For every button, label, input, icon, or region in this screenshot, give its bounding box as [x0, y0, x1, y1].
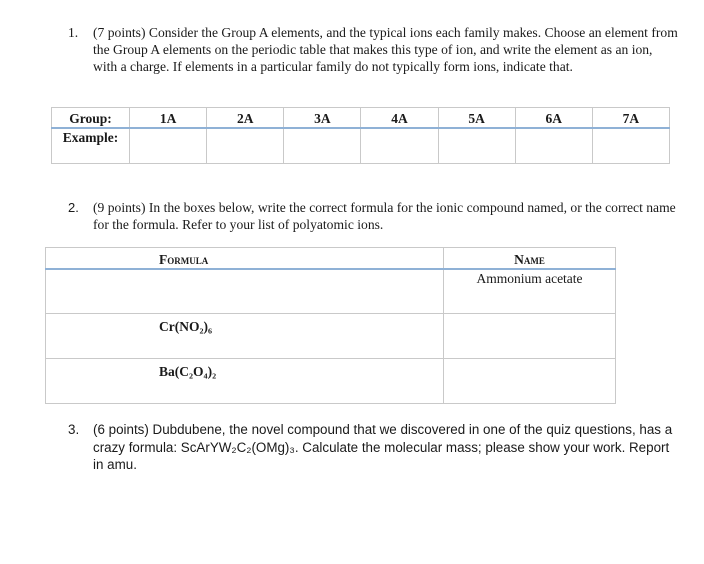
table-row: [46, 269, 616, 314]
example-6a-cell[interactable]: [515, 128, 592, 164]
question-1-number: 1.: [68, 25, 79, 40]
group-row-label: Group:: [52, 108, 130, 129]
question-2: [68, 199, 678, 233]
group-header-row: [52, 108, 670, 129]
formula-name-header-row: [46, 248, 616, 270]
question-2-number: 2.: [68, 200, 79, 215]
group-2a-header: 2A: [207, 108, 284, 129]
example-row: [52, 128, 670, 164]
group-5a-header: 5A: [438, 108, 515, 129]
example-1a-cell[interactable]: [130, 128, 207, 164]
name-cell: Ammonium acetate: [444, 269, 616, 314]
group-3a-header: 3A: [284, 108, 361, 129]
question-3-number: 3.: [68, 422, 80, 437]
group-ions-table: [51, 107, 670, 164]
formula-cell[interactable]: [46, 269, 444, 314]
name-column-header: Name: [444, 248, 616, 270]
question-2-text: (9 points) In the boxes below, write the correct formula for the ionic compound named, or the correct name for the formula. Refer to your list of polyatomic ions.: [93, 200, 676, 232]
example-7a-cell[interactable]: [592, 128, 669, 164]
example-row-label: Example:: [52, 128, 130, 164]
group-6a-header: 6A: [515, 108, 592, 129]
question-1-text: (7 points) Consider the Group A elements, and the typical ions each family makes. Choose an element from the Group A elements on the periodic table that makes this type of ion, and write the element as an ion, with a charge. If elements in a particular family do not typically form ions, indicate that.: [93, 25, 678, 74]
example-2a-cell[interactable]: [207, 128, 284, 164]
group-4a-header: 4A: [361, 108, 438, 129]
formula-column-header: Formula: [46, 248, 444, 270]
table-row: [46, 359, 616, 404]
example-3a-cell[interactable]: [284, 128, 361, 164]
question-3: [68, 421, 678, 474]
formula-cell: Ba(C₂O₄)₂: [46, 359, 444, 404]
example-5a-cell[interactable]: [438, 128, 515, 164]
formula-cell: Cr(NO₂)₆: [46, 314, 444, 359]
question-1: [68, 24, 678, 75]
question-3-text: (6 points) Dubdubene, the novel compound that we discovered in one of the quiz questions, has a crazy formula: ScArYW₂C₂(OMg)₃. Calculate the molecular mass; please show your work. Report in amu.: [93, 422, 673, 472]
group-1a-header: 1A: [130, 108, 207, 129]
name-cell[interactable]: [444, 359, 616, 404]
group-7a-header: 7A: [592, 108, 669, 129]
table-row: [46, 314, 616, 359]
name-cell[interactable]: [444, 314, 616, 359]
formula-name-table: [45, 247, 616, 404]
example-4a-cell[interactable]: [361, 128, 438, 164]
